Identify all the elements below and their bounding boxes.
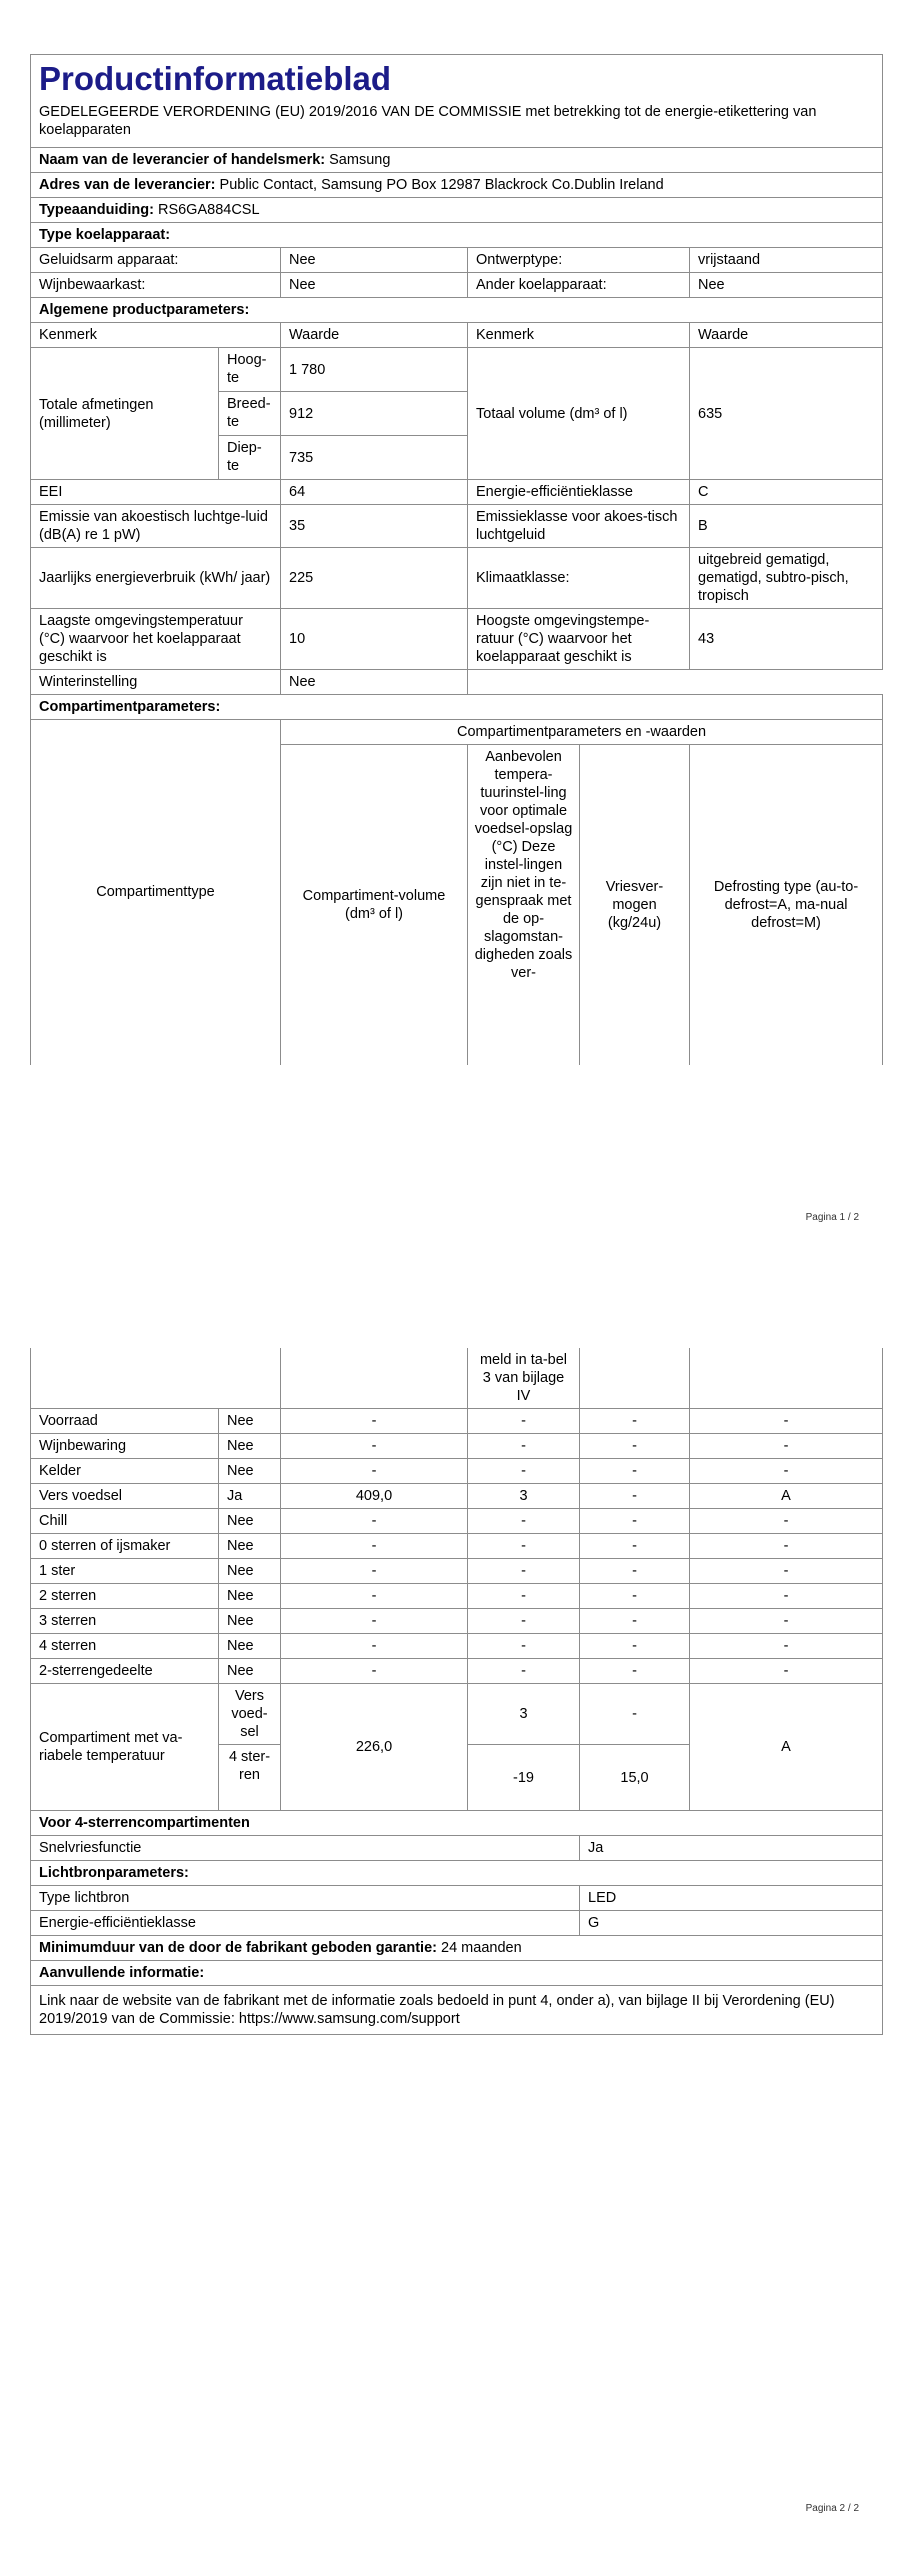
compartment-name: Kelder xyxy=(31,1459,219,1484)
total-volume-label: Totaal volume (dm³ of l) xyxy=(468,348,690,480)
compartment-volume: - xyxy=(281,1509,468,1534)
supplier-address-value: Public Contact, Samsung PO Box 12987 Blackrock Co.Dublin Ireland xyxy=(219,177,664,193)
variable-4star-freeze: 15,0 xyxy=(580,1745,690,1811)
winter-setting-label: Winterinstelling xyxy=(31,670,281,695)
noise-emission-value: 35 xyxy=(281,505,468,548)
compartment-freeze: - xyxy=(580,1534,690,1559)
compartment-row xyxy=(31,1434,883,1459)
other-appliance-label: Ander koelapparaat: xyxy=(468,273,690,298)
compartment-name: 4 sterren xyxy=(31,1634,219,1659)
compartment-row xyxy=(31,1584,883,1609)
min-ambient-temp-label: Laagste omgevingstemperatuur (°C) waarvoor het koelapparaat geschikt is xyxy=(31,609,281,670)
height-value: 1 780 xyxy=(281,348,468,392)
type-header: Type koelapparaat: xyxy=(31,223,883,248)
compartment-defrost: - xyxy=(690,1534,883,1559)
noise-emission-label: Emissie van akoestisch luchtge-luid (dB(A) re 1 pW) xyxy=(31,505,281,548)
compartment-defrost: - xyxy=(690,1509,883,1534)
light-source-header: Lichtbronparameters: xyxy=(31,1861,883,1886)
compartment-present: Ja xyxy=(219,1484,281,1509)
model-value: RS6GA884CSL xyxy=(157,202,260,218)
variable-sub-fresh-label: Vers voed-sel xyxy=(219,1684,281,1745)
page-number-1: Pagina 1 / 2 xyxy=(805,1212,859,1223)
compartment-temp: - xyxy=(468,1534,580,1559)
compartment-name: Chill xyxy=(31,1509,219,1534)
compartment-type-col: Compartimenttype xyxy=(31,720,281,1065)
compartment-defrost: - xyxy=(690,1659,883,1684)
eei-value: 64 xyxy=(281,480,468,505)
light-class-value: G xyxy=(580,1911,883,1936)
compartment-name: 3 sterren xyxy=(31,1609,219,1634)
noise-class-value: B xyxy=(690,505,883,548)
noise-class-label: Emissieklasse voor akoes-tisch luchtgeluid xyxy=(468,505,690,548)
compartment-row xyxy=(31,1484,883,1509)
compartment-row xyxy=(31,1659,883,1684)
width-label: Breed-te xyxy=(219,392,281,436)
warranty-row xyxy=(31,1936,883,1961)
compartment-volume-col-cont xyxy=(281,1348,468,1409)
dimensions-label: Totale afmetingen (millimeter) xyxy=(31,348,219,480)
compartment-defrost: - xyxy=(690,1559,883,1584)
variable-volume-value: 226,0 xyxy=(281,1684,468,1811)
warranty-value: 24 maanden xyxy=(441,1940,522,1956)
compartment-freeze: - xyxy=(580,1584,690,1609)
compartment-rows xyxy=(31,1409,883,1684)
recommended-temp-col-cont: meld in ta-bel 3 van bijlage IV xyxy=(468,1348,580,1409)
warranty-label: Minimumduur van de door de fabrikant geboden garantie: xyxy=(39,1940,437,1956)
compartment-present: Nee xyxy=(219,1584,281,1609)
compartment-freeze: - xyxy=(580,1659,690,1684)
compartment-present: Nee xyxy=(219,1634,281,1659)
compartment-freeze: - xyxy=(580,1634,690,1659)
compartment-name: 2 sterren xyxy=(31,1584,219,1609)
compartment-defrost: - xyxy=(690,1609,883,1634)
variable-defrost-value: A xyxy=(690,1684,883,1811)
compartment-freeze: - xyxy=(580,1459,690,1484)
compartment-volume: - xyxy=(281,1559,468,1584)
winter-filler xyxy=(468,670,883,695)
annual-energy-label: Jaarlijks energieverbruik (kWh/ jaar) xyxy=(31,548,281,609)
compartment-defrost: - xyxy=(690,1459,883,1484)
compartment-temp: - xyxy=(468,1409,580,1434)
page-number-2: Pagina 2 / 2 xyxy=(805,2503,859,2514)
variable-fresh-freeze: - xyxy=(580,1684,690,1745)
energy-class-label: Energie-efficiëntieklasse xyxy=(468,480,690,505)
compartment-volume: - xyxy=(281,1659,468,1684)
design-type-value: vrijstaand xyxy=(690,248,883,273)
light-type-value: LED xyxy=(580,1886,883,1911)
width-value: 912 xyxy=(281,392,468,436)
max-ambient-temp-label: Hoogste omgevingstempe-ratuur (°C) waarvoor het koelapparaat geschikt is xyxy=(468,609,690,670)
compartment-volume: - xyxy=(281,1534,468,1559)
wine-cabinet-label: Wijnbewaarkast: xyxy=(31,273,281,298)
max-ambient-temp-value: 43 xyxy=(690,609,883,670)
compartment-volume: - xyxy=(281,1459,468,1484)
supplier-name-value: Samsung xyxy=(329,152,391,168)
supplier-name-label: Naam van de leverancier of handelsmerk: xyxy=(39,152,326,168)
winter-setting-value: Nee xyxy=(281,670,468,695)
compartment-freeze: - xyxy=(580,1609,690,1634)
fast-freeze-value: Ja xyxy=(580,1836,883,1861)
compartment-defrost: - xyxy=(690,1434,883,1459)
freezing-capacity-col-cont xyxy=(580,1348,690,1409)
compartment-row xyxy=(31,1609,883,1634)
compartment-volume: - xyxy=(281,1584,468,1609)
compartment-temp: - xyxy=(468,1634,580,1659)
col-waarde-2: Waarde xyxy=(690,323,883,348)
compartment-name: 1 ster xyxy=(31,1559,219,1584)
compartment-freeze: - xyxy=(580,1409,690,1434)
variable-4star-temp: -19 xyxy=(468,1745,580,1811)
supplier-name-row xyxy=(31,148,883,173)
compartment-defrost: - xyxy=(690,1409,883,1434)
compartment-volume: - xyxy=(281,1409,468,1434)
model-label: Typeaanduiding: xyxy=(39,202,154,218)
general-params-header: Algemene productparameters: xyxy=(31,298,883,323)
compartment-volume: - xyxy=(281,1609,468,1634)
col-kenmerk-2: Kenmerk xyxy=(468,323,690,348)
additional-info-header: Aanvullende informatie: xyxy=(31,1961,883,1986)
height-label: Hoog-te xyxy=(219,348,281,392)
light-type-label: Type lichtbron xyxy=(31,1886,580,1911)
eei-label: EEI xyxy=(31,480,281,505)
compartment-volume: - xyxy=(281,1434,468,1459)
compartment-temp: - xyxy=(468,1559,580,1584)
total-volume-value: 635 xyxy=(690,348,883,480)
page-1 xyxy=(30,54,882,1223)
compartment-name: 2-sterrengedeelte xyxy=(31,1659,219,1684)
annual-energy-value: 225 xyxy=(281,548,468,609)
compartment-defrost: - xyxy=(690,1584,883,1609)
compartment-volume-col: Compartiment-volume (dm³ of l) xyxy=(281,745,468,1065)
compartment-row xyxy=(31,1634,883,1659)
compartment-present: Nee xyxy=(219,1409,281,1434)
compartment-temp: - xyxy=(468,1459,580,1484)
light-class-label: Energie-efficiëntieklasse xyxy=(31,1911,580,1936)
variable-fresh-temp: 3 xyxy=(468,1684,580,1745)
col-kenmerk-1: Kenmerk xyxy=(31,323,281,348)
compartment-present: Nee xyxy=(219,1559,281,1584)
manufacturer-link-text: Link naar de website van de fabrikant met de informatie zoals bedoeld in punt 4, onder a), van bijlage II bij Verordening (EU) 2019/2019 van de Commissie: xyxy=(39,1993,835,2027)
document-subtitle: GEDELEGEERDE VERORDENING (EU) 2019/2016 VAN DE COMMISSIE met betrekking tot de energie-etikettering van koelapparaten xyxy=(39,104,817,138)
compartment-present: Nee xyxy=(219,1509,281,1534)
compartment-temp: - xyxy=(468,1659,580,1684)
compartment-volume: - xyxy=(281,1634,468,1659)
depth-value: 735 xyxy=(281,436,468,480)
climate-class-value: uitgebreid gematigd, gematigd, subtro-pisch, tropisch xyxy=(690,548,883,609)
compartment-row xyxy=(31,1459,883,1484)
compartment-temp: - xyxy=(468,1434,580,1459)
compartment-present: Nee xyxy=(219,1659,281,1684)
compartment-name: 0 sterren of ijsmaker xyxy=(31,1534,219,1559)
col-waarde-1: Waarde xyxy=(281,323,468,348)
compartment-freeze: - xyxy=(580,1434,690,1459)
variable-sub-4star-label: 4 ster-ren xyxy=(219,1745,281,1811)
product-sheet-table-p2 xyxy=(30,1348,883,2035)
page-2 xyxy=(30,1348,882,2514)
design-type-label: Ontwerptype: xyxy=(468,248,690,273)
compartment-temp: - xyxy=(468,1509,580,1534)
compartment-volume: 409,0 xyxy=(281,1484,468,1509)
compartment-freeze: - xyxy=(580,1559,690,1584)
model-row xyxy=(31,198,883,223)
compartment-temp: - xyxy=(468,1584,580,1609)
compartment-name: Vers voedsel xyxy=(31,1484,219,1509)
low-noise-value: Nee xyxy=(281,248,468,273)
min-ambient-temp-value: 10 xyxy=(281,609,468,670)
compartment-present: Nee xyxy=(219,1534,281,1559)
compartment-present: Nee xyxy=(219,1459,281,1484)
product-sheet-table-p1 xyxy=(30,54,883,1065)
compartment-temp: 3 xyxy=(468,1484,580,1509)
compartment-present: Nee xyxy=(219,1609,281,1634)
climate-class-label: Klimaatklasse: xyxy=(468,548,690,609)
compartment-params-header: Compartimentparameters: xyxy=(31,695,883,720)
compartment-defrost: - xyxy=(690,1634,883,1659)
wine-cabinet-value: Nee xyxy=(281,273,468,298)
freezing-capacity-col: Vriesver-mogen (kg/24u) xyxy=(580,745,690,1065)
compartment-name: Voorraad xyxy=(31,1409,219,1434)
other-appliance-value: Nee xyxy=(690,273,883,298)
compartment-params-subheader: Compartimentparameters en -waarden xyxy=(281,720,883,745)
compartment-temp: - xyxy=(468,1609,580,1634)
compartment-type-col-cont xyxy=(31,1348,281,1409)
additional-info-row xyxy=(31,1986,883,2035)
compartment-row xyxy=(31,1409,883,1434)
four-star-header: Voor 4-sterrencompartimenten xyxy=(31,1811,883,1836)
supplier-address-label: Adres van de leverancier: xyxy=(39,177,216,193)
compartment-defrost: A xyxy=(690,1484,883,1509)
low-noise-label: Geluidsarm apparaat: xyxy=(31,248,281,273)
compartment-freeze: - xyxy=(580,1509,690,1534)
defrost-type-col-cont xyxy=(690,1348,883,1409)
recommended-temp-col: Aanbevolen tempera-tuurinstel-ling voor optimale voedsel-opslag (°C) Deze instel-lingen zijn niet in te-genspraak met de op-slagomstan-digheden zoals ver- xyxy=(468,745,580,1065)
energy-class-value: C xyxy=(690,480,883,505)
manufacturer-link[interactable]: https://www.samsung.com/support xyxy=(238,2011,460,2027)
depth-label: Diep-te xyxy=(219,436,281,480)
compartment-freeze: - xyxy=(580,1484,690,1509)
document-header xyxy=(31,55,883,148)
compartment-row xyxy=(31,1534,883,1559)
defrost-type-col: Defrosting type (au-to-defrost=A, ma-nual defrost=M) xyxy=(690,745,883,1065)
variable-compartment-label: Compartiment met va-riabele temperatuur xyxy=(31,1684,219,1811)
fast-freeze-label: Snelvriesfunctie xyxy=(31,1836,580,1861)
compartment-present: Nee xyxy=(219,1434,281,1459)
compartment-row xyxy=(31,1559,883,1584)
compartment-row xyxy=(31,1509,883,1534)
supplier-address-row xyxy=(31,173,883,198)
compartment-name: Wijnbewaring xyxy=(31,1434,219,1459)
document-title: Productinformatieblad xyxy=(39,60,392,97)
